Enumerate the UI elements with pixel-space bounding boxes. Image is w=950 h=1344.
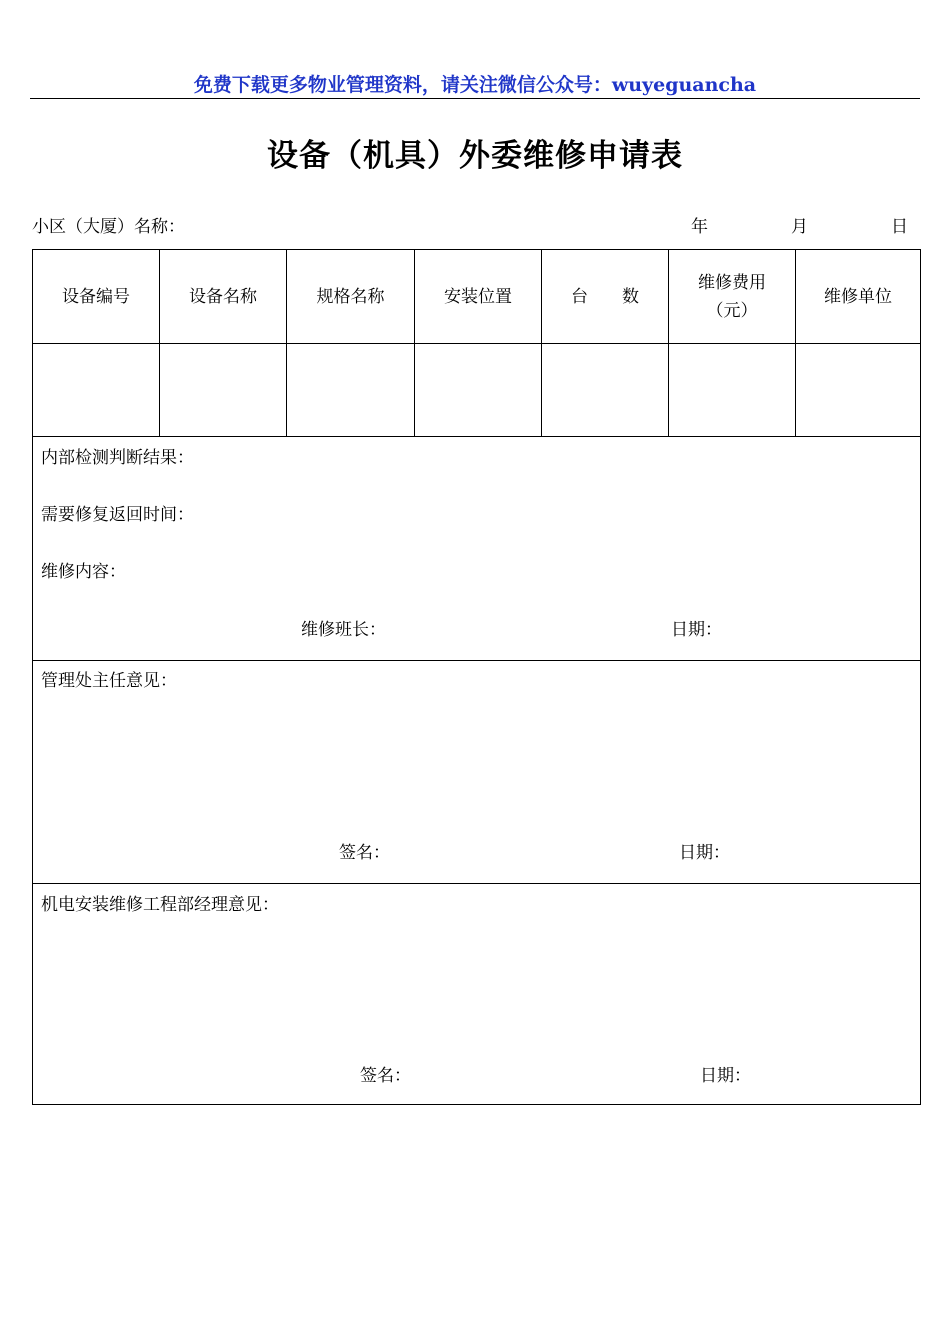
header-repair-fee-line1: 维修费用 — [698, 272, 766, 293]
month-label: 月 — [791, 217, 808, 237]
diagnosis-label: 内部检测判断结果： — [41, 448, 194, 468]
header-spec-name: 规格名称 — [316, 286, 385, 307]
engineering-opinion-label: 机电安装维修工程部经理意见： — [41, 895, 279, 915]
year-label: 年 — [691, 217, 708, 237]
equipment-name-field[interactable] — [160, 344, 286, 436]
form-title: 设备（机具）外委维修申请表 — [267, 138, 683, 174]
engineering-sign-label: 签名： — [360, 1066, 411, 1086]
header-quantity: 台 数 — [571, 286, 639, 307]
repair-fee-field[interactable] — [669, 344, 795, 436]
spec-name-field[interactable] — [287, 344, 414, 436]
header-install-location: 安装位置 — [444, 286, 512, 307]
manager-opinion-label: 管理处主任意见： — [41, 671, 177, 691]
repair-date-label: 日期： — [671, 620, 722, 640]
row-divider — [33, 436, 920, 437]
header-repair-fee — [669, 250, 795, 343]
header-equipment-name: 设备名称 — [189, 286, 257, 307]
engineering-date-label: 日期： — [700, 1066, 751, 1086]
quantity-field[interactable] — [542, 344, 668, 436]
header-repair-unit: 维修单位 — [824, 286, 892, 307]
repair-content-label: 维修内容： — [41, 562, 126, 582]
install-location-field[interactable] — [415, 344, 541, 436]
application-form-table — [32, 249, 921, 1105]
manager-sign-label: 签名： — [339, 843, 390, 863]
repair-leader-label: 维修班长： — [301, 620, 386, 640]
header-repair-fee-line2: （元） — [706, 300, 758, 321]
day-label: 日 — [891, 217, 908, 237]
row-divider — [33, 883, 920, 884]
community-name-label: 小区（大厦）名称： — [32, 217, 185, 237]
row-divider — [33, 660, 920, 661]
download-banner: 免费下载更多物业管理资料，请关注微信公众号：wuyeguancha — [193, 74, 757, 96]
equipment-no-field[interactable] — [33, 344, 159, 436]
header-equipment-no: 设备编号 — [62, 286, 130, 307]
return-time-label: 需要修复返回时间： — [41, 505, 194, 525]
manager-date-label: 日期： — [679, 843, 730, 863]
repair-unit-field[interactable] — [796, 344, 920, 436]
banner-divider — [30, 98, 920, 99]
